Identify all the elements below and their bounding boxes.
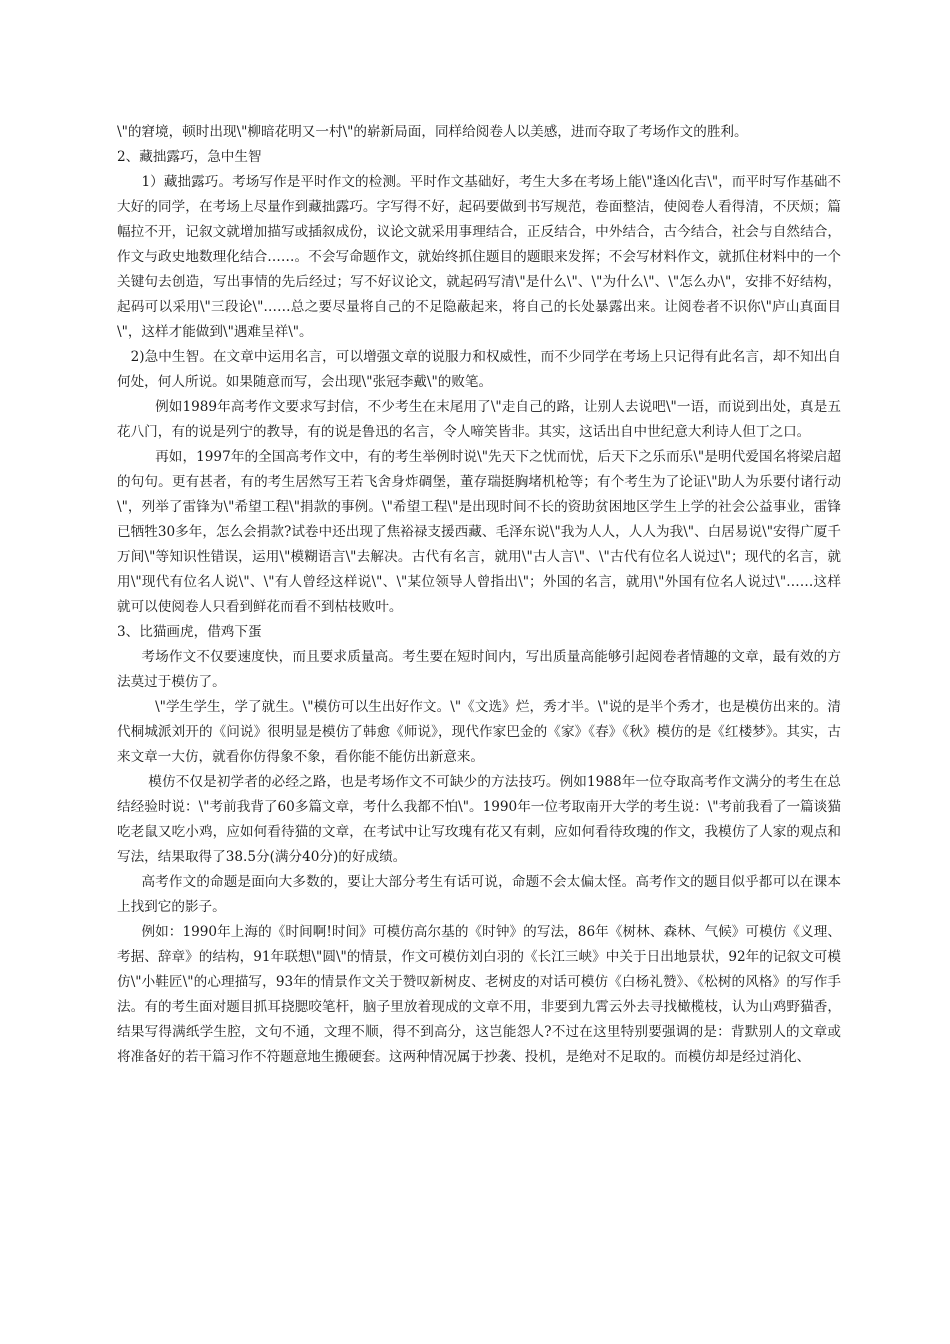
section-heading-3: 3、比猫画虎，借鸡下蛋 bbox=[117, 624, 262, 640]
paragraph-7: \"学生学生，学了就生。\"模仿可以生出好作文。\"《文选》烂，秀才半。\"说的是半个秀才，也是模仿出来的。清代桐城派刘开的《问说》很明显是模仿了韩愈《师说》，现代作家巴金的《家》《春》《秋》模仿的是《红楼梦》。其实，古来文章一大仿，就看你仿得象不象，看你能不能仿出新意来。 bbox=[117, 699, 841, 765]
paragraph-6: 考场作文不仅要速度快，而且要求质量高。考生要在短时间内，写出质量高能够引起阅卷者情趣的文章，最有效的方法莫过于模仿了。 bbox=[117, 649, 841, 690]
paragraph-1: \"的窘境，顿时出现\"柳暗花明又一村\"的崭新局面，同样给阅卷人以美感，进而夺取了考场作文的胜利。 bbox=[117, 124, 748, 140]
paragraph-3: 2)急中生智。在文章中运用名言，可以增强文章的说服力和权威性，而不少同学在考场上只记得有此名言，却不知出自何处，何人所说。如果随意而写，会出现\"张冠李戴\"的败笔。 bbox=[117, 349, 841, 390]
paragraph-4: 例如1989年高考作文要求写封信，不少考生在末尾用了\"走自己的路，让别人去说吧\"一语，而说到出处，真是五花八门，有的说是列宁的教导，有的说是鲁迅的名言，令人啼笑皆非。其实，这话出自中世纪意大利诗人但丁之口。 bbox=[117, 399, 841, 440]
paragraph-9: 高考作文的命题是面向大多数的，要让大部分考生有话可说，命题不会太偏太怪。高考作文的题目似乎都可以在课本上找到它的影子。 bbox=[117, 874, 841, 915]
paragraph-2: 1）藏拙露巧。考场写作是平时作文的检测。平时作文基础好，考生大多在考场上能\"逢凶化吉\"，而平时写作基础不大好的同学，在考场上尽量作到藏拙露巧。字写得不好，起码要做到书写规范，卷面整洁，使阅卷人看得清，不厌烦；篇幅拉不开，记叙文就增加描写或插叙成份，议论文就采用事理结合，正反结合，中外结合，古今结合，社会与自然结合，作文与政史地数理化结合……。不会写命题作文，就始终抓住题目的题眼来发挥；不会写材料作文，就抓住材料中的一个关键句去创造，写出事情的先后经过；写不好议论文，就起码写清\"是什么\"、\"为什么\"、\"怎么办\"，安排不好结构，起码可以采用\"三段论\"……总之要尽量将自己的不足隐蔽起来，将自己的长处暴露出来。让阅卷者不识你\"庐山真面目\"，这样才能做到\"遇难呈祥\"。 bbox=[117, 174, 841, 340]
section-heading-2: 2、藏拙露巧，急中生智 bbox=[117, 149, 262, 165]
document-body bbox=[117, 120, 841, 1070]
paragraph-8: 模仿不仅是初学者的必经之路，也是考场作文不可缺少的方法技巧。例如1988年一位夺取高考作文满分的考生在总结经验时说：\"考前我背了60多篇文章，考什么我都不怕\"。1990年一位考取南开大学的考生说：\"考前我看了一篇谈猫吃老鼠又吃小鸡，应如何看待猫的文章，在考试中让写玫瑰有花又有刺，应如何看待玫瑰的作文，我模仿了人家的观点和写法，结果取得了38.5分(满分40分)的好成绩。 bbox=[117, 774, 841, 865]
paragraph-5: 再如，1997年的全国高考作文中，有的考生举例时说\"先天下之忧而忧，后天下之乐而乐\"是明代爱国名将梁启超的句句。更有甚者，有的考生居然写王若飞舍身炸碉堡，董存瑞挺胸堵机枪等；有个考生为了论证\"助人为乐要付诸行动\"，列举了雷锋为\"希望工程\"捐款的事例。\"希望工程\"是出现时间不长的资助贫困地区学生上学的社会公益事业，雷锋已牺牲30多年，怎么会捐款?试卷中还出现了焦裕禄支援西藏、毛泽东说\"我为人人，人人为我\"、白居易说\"安得广厦千万间\"等知识性错误，运用\"模糊语言\"去解决。古代有名言，就用\"古人言\"、\"古代有位名人说过\"；现代的名言，就用\"现代有位名人说\"、\"有人曾经这样说\"、\"某位领导人曾指出\"；外国的名言，就用\"外国有位名人说过\"……这样就可以使阅卷人只看到鲜花而看不到枯枝败叶。 bbox=[117, 449, 841, 615]
paragraph-10: 例如：1990年上海的《时间啊!时间》可模仿高尔基的《时钟》的写法，86年《树林、森林、气候》可模仿《义理、考据、辞章》的结构，91年联想\"圆\"的情景，作文可模仿刘白羽的《长江三峡》中关于日出地景状，92年的记叙文可模仿\"小鞋匠\"的心理描写，93年的情景作文关于赞叹新树皮、老树皮的对话可模仿《白杨礼赞》、《松树的风格》的写作手法。有的考生面对题目抓耳挠腮咬笔杆，脑子里放着现成的文章不用，非要到九霄云外去寻找橄榄枝，认为山鸡野猫香，结果写得满纸学生腔，文句不通，文理不顺，得不到高分，这岂能怨人?不过在这里特别要强调的是：背默别人的文章或将准备好的若干篇习作不符题意地生搬硬套。这两种情况属于抄袭、投机，是绝对不足取的。而模仿却是经过消化、 bbox=[117, 924, 841, 1065]
